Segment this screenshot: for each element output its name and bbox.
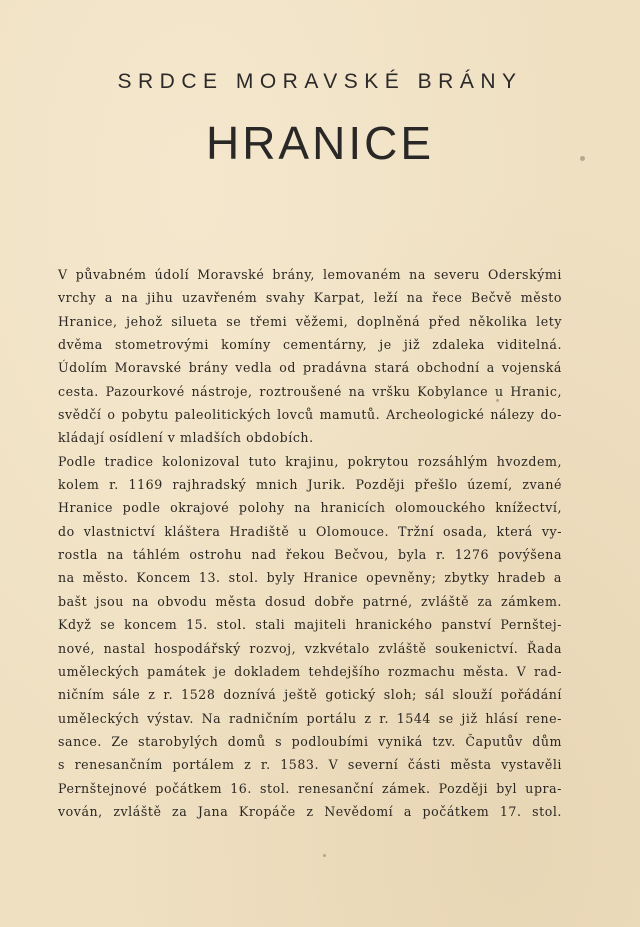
text-line: nové, nastal hospodářský rozvoj, vzkvétalo zvláště soukenictví. Řada [58,640,562,656]
text-line: kládají osídlení v mladších obdobích. [58,430,314,446]
page-title: HRANICE [205,117,435,169]
text-line: s renesančním portálem z r. 1583. V severní části města vystavěli [58,757,562,773]
paper-spot [323,854,326,857]
text-line: uměleckých památek je dokladem tehdejšího rozmachu města. V rad- [58,663,562,679]
text-line: na město. Koncem 13. stol. byly Hranice opevněny; zbytky hradeb a [58,570,562,586]
text-line: bašt jsou na obvodu města dosud dobře patrné, zvláště za zámkem. [58,593,562,609]
text-line: rostla na táhlém ostrohu nad řekou Bečvou, byla r. 1276 povýšena [58,547,562,563]
text-line: cesta. Pazourkové nástroje, roztroušené na vršku Kobylance u Hranic, [58,383,562,399]
text-line: Pernštejnové počátkem 16. stol. renesanční zámek. Později byl upra- [58,780,562,796]
text-line: Když se koncem 15. stol. stali majiteli hranického panství Pernštej- [58,617,562,633]
text-line: do vlastnictví kláštera Hradiště u Olomouce. Tržní osada, která vy- [58,523,562,539]
text-line: Hranice, jehož silueta se třemi věžemi, doplněná před několika lety [58,313,562,329]
text-line: V půvabném údolí Moravské brány, lemovaném na severu Oderskými [58,267,562,282]
text-line: vován, zvláště za Jana Kropáče z Nevědomí a počátkem 17. stol. [58,803,562,819]
text-line: uměleckých výstav. Na radničním portálu z r. 1544 se již hlásí rene- [58,710,562,726]
text-line: Podle tradice kolonizoval tuto krajinu, pokrytou rozsáhlým hvozdem, [58,453,562,469]
text-line: Údolím Moravské brány vedla od pradávna stará obchodní a vojenská [58,360,562,376]
body-text [58,263,562,823]
text-line: ničním sále z r. 1528 doznívá ještě gotický sloh; sál slouží pořádání [58,687,562,703]
text-line: vrchy a na jihu uzavřeném svahy Karpat, leží na řece Bečvě město [58,290,562,306]
text-line: kolem r. 1169 rajhradský mnich Jurik. Později přešlo území, zvané [58,477,562,493]
text-line: dvěma stometrovými komíny cementárny, je již zdaleka viditelná. [58,337,562,353]
page-subtitle: SRDCE MORAVSKÉ BRÁNY [117,70,523,93]
text-line: Hranice podle okrajové polohy na hranicích olomouckého knížectví, [58,500,562,516]
text-line: svědčí o pobytu paleolitických lovců mamutů. Archeologické nálezy do- [58,407,562,423]
text-line: sance. Ze starobylých domů s podloubími vyniká tzv. Čaputův dům [58,733,562,749]
